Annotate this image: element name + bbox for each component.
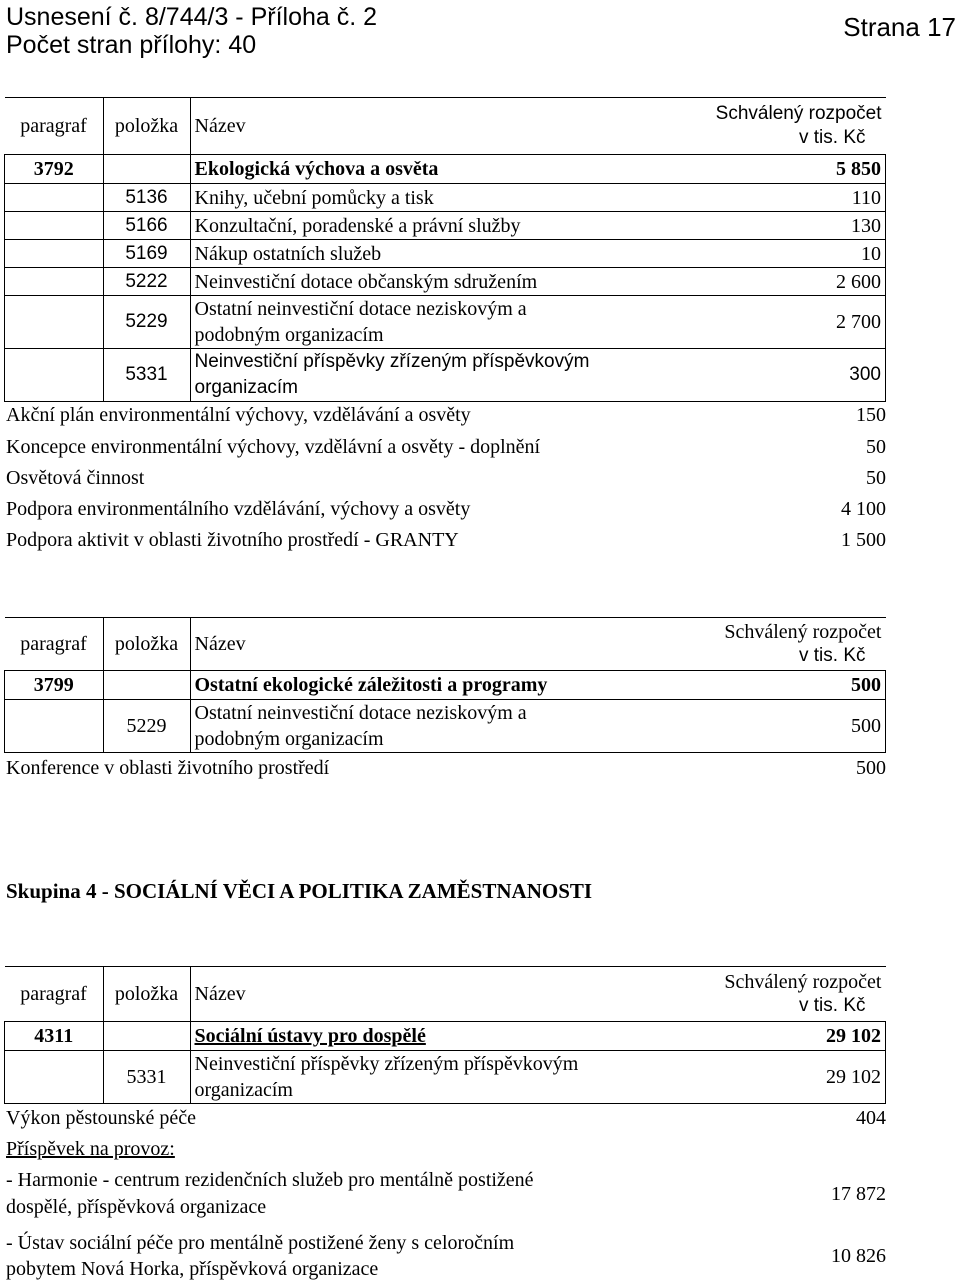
section-total: 29 102 (688, 1022, 886, 1051)
list-item-value: 10 826 (831, 1245, 886, 1267)
row-name (190, 1051, 688, 1104)
list-item: Koncepce environmentální výchovy, vzdělávní a osvěty - doplnění (6, 436, 541, 458)
polozka-code: 5166 (103, 212, 190, 240)
empty-cell (103, 155, 190, 184)
header-nazev: Název (190, 618, 688, 671)
header-paragraf: paragraf (5, 618, 104, 671)
budget-table-3792 (4, 97, 886, 402)
header-rozpocet-line2: v tis. Kč (798, 995, 866, 1016)
row-name-line2: organizacím (194, 377, 298, 398)
row-name-line2: podobným organizacím (194, 728, 384, 750)
list-item-heading: Příspěvek na provoz: (6, 1138, 175, 1160)
table-row (5, 212, 886, 240)
table-row (5, 296, 886, 349)
row-value: 2 700 (688, 296, 886, 349)
header-rozpocet (688, 618, 886, 671)
list-item: Konference v oblasti životního prostředí (6, 757, 330, 779)
header-polozka: položka (103, 967, 190, 1022)
table-row (5, 349, 886, 402)
empty-cell (5, 349, 104, 402)
budget-table-3799 (4, 617, 886, 753)
paragraf-code: 3799 (5, 671, 104, 700)
header-rozpocet-line2: v tis. Kč (798, 127, 866, 148)
empty-cell (5, 184, 104, 212)
row-value: 10 (688, 240, 886, 268)
header-rozpocet-line1: Schválený rozpočet (724, 621, 882, 643)
row-value: 110 (688, 184, 886, 212)
polozka-code: 5229 (103, 296, 190, 349)
group-heading: Skupina 4 - SOCIÁLNÍ VĚCI A POLITIKA ZAMĚSTNANOSTI (6, 879, 593, 903)
table-row (5, 240, 886, 268)
header-paragraf: paragraf (5, 98, 104, 155)
polozka-code: 5169 (103, 240, 190, 268)
table-header-row (5, 98, 886, 155)
row-value: 300 (688, 349, 886, 402)
empty-cell (5, 700, 104, 753)
header-rozpocet-line2: v tis. Kč (798, 645, 866, 666)
polozka-code: 5222 (103, 268, 190, 296)
row-name-line1: Neinvestiční příspěvky zřízeným příspěvkovým (194, 1053, 579, 1075)
paragraf-code: 4311 (5, 1022, 104, 1051)
table-row (5, 184, 886, 212)
section-name: Ekologická výchova a osvěta (190, 155, 688, 184)
header-polozka: položka (103, 618, 190, 671)
polozka-code: 5136 (103, 184, 190, 212)
section-total-row (5, 1022, 886, 1051)
empty-cell (103, 1022, 190, 1051)
header-rozpocet (688, 98, 886, 155)
document-title: Usnesení č. 8/744/3 - Příloha č. 2 (6, 3, 378, 31)
header-rozpocet (688, 967, 886, 1022)
table-header-row (5, 618, 886, 671)
polozka-code: 5229 (103, 700, 190, 753)
empty-cell (5, 1051, 104, 1104)
header-rozpocet-line1: Schválený rozpočet (724, 971, 882, 993)
list-item-value: 50 (866, 436, 886, 458)
row-value: 500 (688, 700, 886, 753)
empty-cell (103, 671, 190, 700)
section-total-row (5, 671, 886, 700)
row-name: Konzultační, poradenské a právní služby (190, 212, 688, 240)
page-number: Strana 17 (843, 12, 956, 42)
table-row (5, 268, 886, 296)
row-name-line2: podobným organizacím (194, 324, 384, 346)
section-name: Sociální ústavy pro dospělé (190, 1022, 688, 1051)
row-name (190, 349, 688, 402)
row-name-line1: Neinvestiční příspěvky zřízeným příspěvkovým (194, 351, 590, 372)
section-total-row (5, 155, 886, 184)
row-name: Nákup ostatních služeb (190, 240, 688, 268)
list-item-value: 150 (856, 404, 886, 426)
list-item: Výkon pěstounské péče (6, 1107, 196, 1129)
list-item-line1: - Harmonie - centrum rezidenčních služeb pro mentálně postižené (6, 1169, 534, 1191)
header-paragraf: paragraf (5, 967, 104, 1022)
table-row (5, 700, 886, 753)
polozka-code: 5331 (103, 1051, 190, 1104)
header-nazev: Název (190, 98, 688, 155)
empty-cell (5, 240, 104, 268)
header-rozpocet-line1: Schválený rozpočet (715, 103, 882, 124)
row-name: Knihy, učební pomůcky a tisk (190, 184, 688, 212)
list-item: Osvětová činnost (6, 467, 145, 489)
empty-cell (5, 212, 104, 240)
list-item-line1: - Ústav sociální péče pro mentálně postižené ženy s celoročním (6, 1232, 515, 1254)
list-item-value: 1 500 (841, 529, 886, 551)
row-name (190, 296, 688, 349)
row-value: 130 (688, 212, 886, 240)
budget-table-4311 (4, 966, 886, 1104)
row-name-line1: Ostatní neinvestiční dotace neziskovým a (194, 298, 527, 320)
empty-cell (5, 296, 104, 349)
list-item: Akční plán environmentální výchovy, vzdělávání a osvěty (6, 404, 471, 426)
list-item: Podpora aktivit v oblasti životního prostředí - GRANTY (6, 529, 459, 551)
list-item-value: 17 872 (831, 1183, 886, 1205)
list-item-value: 404 (856, 1107, 886, 1129)
list-item-value: 50 (866, 467, 886, 489)
header-nazev: Název (190, 967, 688, 1022)
section-total: 5 850 (688, 155, 886, 184)
row-name: Neinvestiční dotace občanským sdružením (190, 268, 688, 296)
document-page-count: Počet stran přílohy: 40 (6, 31, 257, 59)
list-item-value: 4 100 (841, 498, 886, 520)
empty-cell (5, 268, 104, 296)
table-row (5, 1051, 886, 1104)
row-name (190, 700, 688, 753)
table-header-row (5, 967, 886, 1022)
row-name-line1: Ostatní neinvestiční dotace neziskovým a (194, 702, 527, 724)
list-item-value: 500 (856, 757, 886, 779)
header-polozka: položka (103, 98, 190, 155)
list-item-line2: dospělé, příspěvková organizace (6, 1196, 267, 1218)
section-name: Ostatní ekologické záležitosti a programy (190, 671, 688, 700)
row-name-line2: organizacím (194, 1079, 293, 1101)
row-value: 2 600 (688, 268, 886, 296)
section-total: 500 (688, 671, 886, 700)
list-item: Podpora environmentálního vzdělávání, výchovy a osvěty (6, 498, 471, 520)
polozka-code: 5331 (103, 349, 190, 402)
paragraf-code: 3792 (5, 155, 104, 184)
row-value: 29 102 (688, 1051, 886, 1104)
list-item-line2: pobytem Nová Horka, příspěvková organizace (6, 1258, 379, 1280)
